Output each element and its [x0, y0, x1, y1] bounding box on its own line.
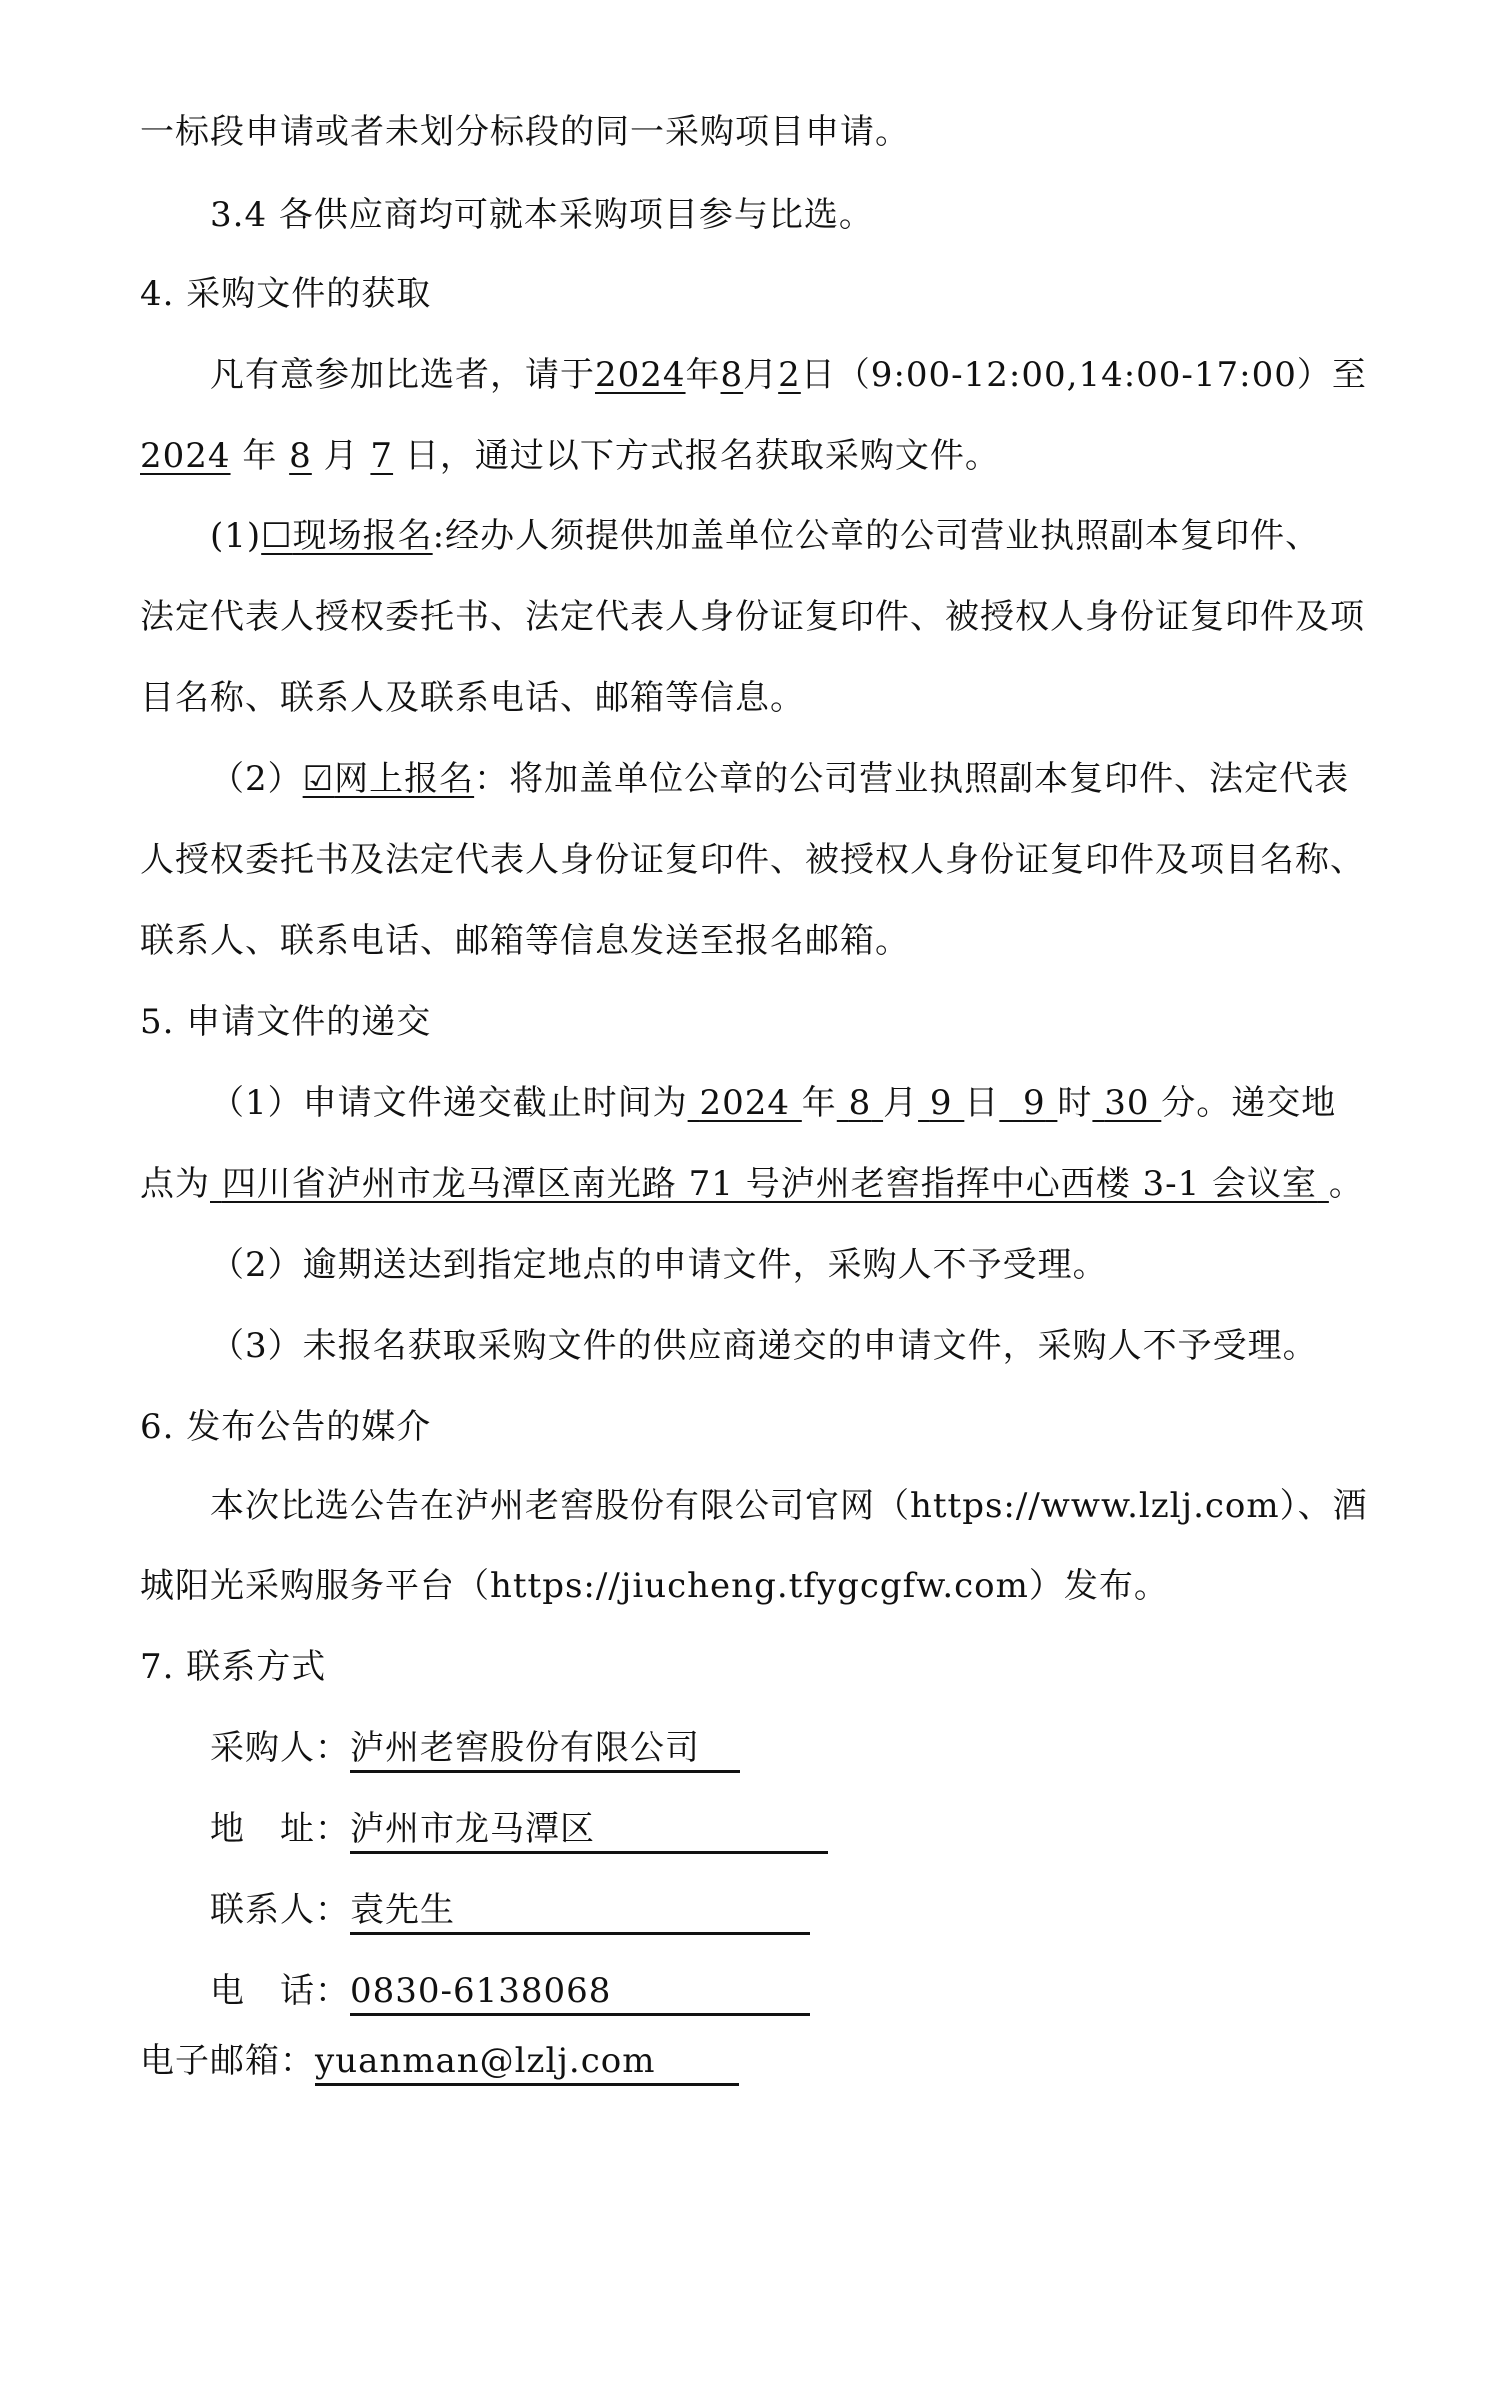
text: 月: [883, 1083, 919, 1123]
online-registration-label: 网上报名: [334, 759, 475, 799]
end-month: 8: [289, 436, 312, 476]
text: 日: [964, 1083, 1000, 1123]
deadline-hour: 9: [1022, 1083, 1046, 1123]
contact-label: 联系人：: [210, 1890, 350, 1930]
start-day: 2: [778, 355, 801, 395]
purchaser-value: 泸州老窖股份有限公司: [350, 1726, 740, 1773]
text: （2）: [210, 759, 303, 799]
text: 年: [242, 436, 278, 476]
option-onsite-line-2: 法定代表人授权委托书、法定代表人身份证复印件、被授权人身份证复印件及项: [140, 597, 1365, 637]
media-line-1: 本次比选公告在泸州老窖股份有限公司官网（https://www.lzlj.com）、酒: [210, 1486, 1368, 1526]
contact-phone: [210, 1969, 1410, 2016]
deadline-month: 8: [848, 1083, 872, 1123]
contact-email: [140, 2039, 1340, 2086]
text: 点为: [140, 1164, 210, 1204]
text: 日（9:00-12:00,14:00-17:00）至: [800, 355, 1367, 395]
phone-label: 电 话：: [210, 1971, 350, 2011]
address-value: 泸州市龙马潭区: [350, 1807, 828, 1854]
text: 年: [685, 355, 721, 395]
contact-address: [210, 1807, 1410, 1854]
checked-box-icon: ☑: [302, 759, 335, 799]
submission-place-line: [140, 1162, 1364, 1206]
submission-place: 四川省泸州市龙马潭区南光路 71 号泸州老窖指挥中心西楼 3-1 会议室: [221, 1164, 1318, 1204]
unchecked-box-icon: ☐: [261, 516, 293, 556]
text: 月: [323, 436, 359, 476]
text: (1): [210, 516, 262, 556]
text: 分。递交地: [1161, 1083, 1337, 1123]
phone-value: 0830-6138068: [350, 1969, 810, 2016]
text: 时: [1057, 1083, 1093, 1123]
option-online-line-1: [210, 757, 1410, 801]
clause-3-4: 3.4 各供应商均可就本采购项目参与比选。: [210, 195, 874, 235]
text: （1）申请文件递交截止时间为: [210, 1083, 688, 1123]
end-year: 2024: [140, 436, 231, 476]
text: ：将加盖单位公章的公司营业执照副本复印件、法定代表: [474, 759, 1350, 799]
late-submission-rule: （2）逾期送达到指定地点的申请文件，采购人不予受理。: [210, 1245, 1108, 1285]
option-online-line-2: 人授权委托书及法定代表人身份证复印件、被授权人身份证复印件及项目名称、: [140, 840, 1365, 880]
purchaser-label: 采购人：: [210, 1728, 350, 1768]
end-day: 7: [370, 436, 394, 476]
text: 日，通过以下方式报名获取采购文件。: [404, 436, 1000, 476]
text: 月: [743, 355, 779, 395]
online-registration-option: [303, 759, 474, 799]
option-online-line-3: 联系人、联系电话、邮箱等信息发送至报名邮箱。: [140, 921, 910, 961]
option-onsite-line-3: 目名称、联系人及联系电话、邮箱等信息。: [140, 678, 805, 718]
email-value: yuanman@lzlj.com: [315, 2039, 739, 2086]
section-5-heading: 5. 申请文件的递交: [140, 1002, 432, 1042]
section-4-paragraph-line-2: [140, 434, 1340, 478]
email-label: 电子邮箱：: [140, 2041, 315, 2081]
onsite-registration-label: 现场报名: [292, 516, 433, 556]
deadline-day: 9: [929, 1083, 953, 1123]
option-onsite-line-1: [210, 514, 1410, 558]
section-6-heading: 6. 发布公告的媒介: [140, 1407, 432, 1447]
text: 。: [1328, 1164, 1364, 1204]
deadline-minute: 30: [1104, 1083, 1150, 1123]
section-4-paragraph-line-1: [210, 353, 1410, 397]
contact-purchaser: [210, 1726, 1410, 1773]
contact-value: 袁先生: [350, 1888, 810, 1935]
address-label: 地 址：: [210, 1809, 350, 1849]
media-line-2: 城阳光采购服务平台（https://jiucheng.tfygcgfw.com）发布。: [140, 1566, 1169, 1606]
paragraph-line: 一标段申请或者未划分标段的同一采购项目申请。: [140, 112, 910, 152]
onsite-registration-option: [261, 516, 432, 556]
deadline-year: 2024: [699, 1083, 790, 1123]
section-4-heading: 4. 采购文件的获取: [140, 274, 432, 314]
start-month: 8: [720, 355, 744, 395]
section-7-heading: 7. 联系方式: [140, 1647, 327, 1687]
start-year: 2024: [595, 355, 686, 395]
unregistered-submission-rule: （3）未报名获取采购文件的供应商递交的申请文件，采购人不予受理。: [210, 1326, 1318, 1366]
text: 年: [801, 1083, 837, 1123]
contact-person: [210, 1888, 1410, 1935]
deadline-line: [210, 1081, 1410, 1125]
text: :经办人须提供加盖单位公章的公司营业执照副本复印件、: [432, 516, 1321, 556]
text: 凡有意参加比选者，请于: [210, 355, 595, 395]
